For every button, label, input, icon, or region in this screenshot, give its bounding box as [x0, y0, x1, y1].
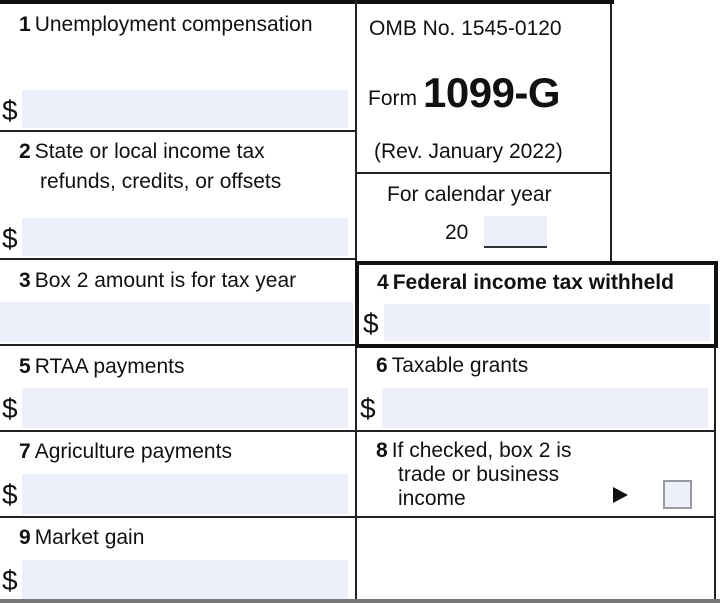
right-border	[714, 346, 716, 603]
box-9-input[interactable]	[22, 560, 348, 600]
dollar-sign: $	[2, 565, 18, 596]
arrow-right-icon	[613, 487, 628, 503]
box-2-label-line2: refunds, credits, or offsets	[40, 170, 282, 193]
box-5-label: 5 RTAA payments	[19, 355, 185, 378]
dollar-sign: $	[360, 393, 376, 424]
box-5-input[interactable]	[22, 388, 348, 428]
dollar-sign: $	[363, 308, 379, 339]
box-8-label-line2: trade or business	[398, 463, 560, 486]
dollar-sign: $	[2, 223, 18, 254]
box-1-input[interactable]	[22, 90, 348, 128]
box-4-label: 4 Federal income tax withheld	[377, 271, 674, 294]
box-7-input[interactable]	[22, 474, 348, 514]
box-8-checkbox[interactable]	[663, 480, 692, 509]
calendar-year-prefix: 20	[445, 221, 469, 244]
box-2-input[interactable]	[22, 218, 348, 256]
calendar-year-input[interactable]	[484, 216, 547, 248]
form-identification-block	[357, 4, 612, 174]
empty-cell	[357, 518, 714, 603]
form-word: Form	[368, 87, 417, 110]
calendar-year-label: For calendar year	[387, 183, 552, 206]
box-8-trade-business-income	[357, 432, 714, 518]
box-3-input[interactable]	[0, 302, 353, 342]
box-3-label: 3 Box 2 amount is for tax year	[19, 269, 297, 292]
box-1-label: 1 Unemployment compensation	[19, 13, 313, 36]
omb-number: OMB No. 1545-0120	[369, 17, 562, 40]
form-title	[368, 66, 560, 116]
dollar-sign: $	[2, 95, 18, 126]
form-bottom-edge	[0, 599, 720, 603]
box-9-label: 9 Market gain	[19, 526, 145, 549]
box-4-input[interactable]	[384, 304, 710, 341]
box-6-input[interactable]	[382, 388, 708, 428]
box-1-unemployment-compensation	[0, 4, 356, 132]
box-7-agriculture-payments	[0, 432, 356, 518]
box-3-tax-year	[0, 260, 356, 346]
dollar-sign: $	[2, 479, 18, 510]
box-9-market-gain	[0, 518, 356, 603]
box-4-federal-income-tax-withheld	[355, 261, 718, 348]
box-8-label-line3: income	[398, 487, 466, 510]
box-2-label-line1: 2 State or local income tax	[19, 140, 265, 163]
box-7-label: 7 Agriculture payments	[19, 440, 232, 463]
box-5-rtaa-payments	[0, 346, 356, 432]
box-6-label: 6 Taxable grants	[376, 354, 529, 377]
revision-date: (Rev. January 2022)	[374, 140, 563, 163]
dollar-sign: $	[2, 393, 18, 424]
calendar-year-block	[357, 174, 612, 262]
form-number: 1099-G	[423, 69, 561, 116]
box-6-taxable-grants	[357, 348, 714, 432]
box-2-state-local-refunds	[0, 132, 356, 260]
box-8-label-line1: 8 If checked, box 2 is	[376, 439, 572, 462]
